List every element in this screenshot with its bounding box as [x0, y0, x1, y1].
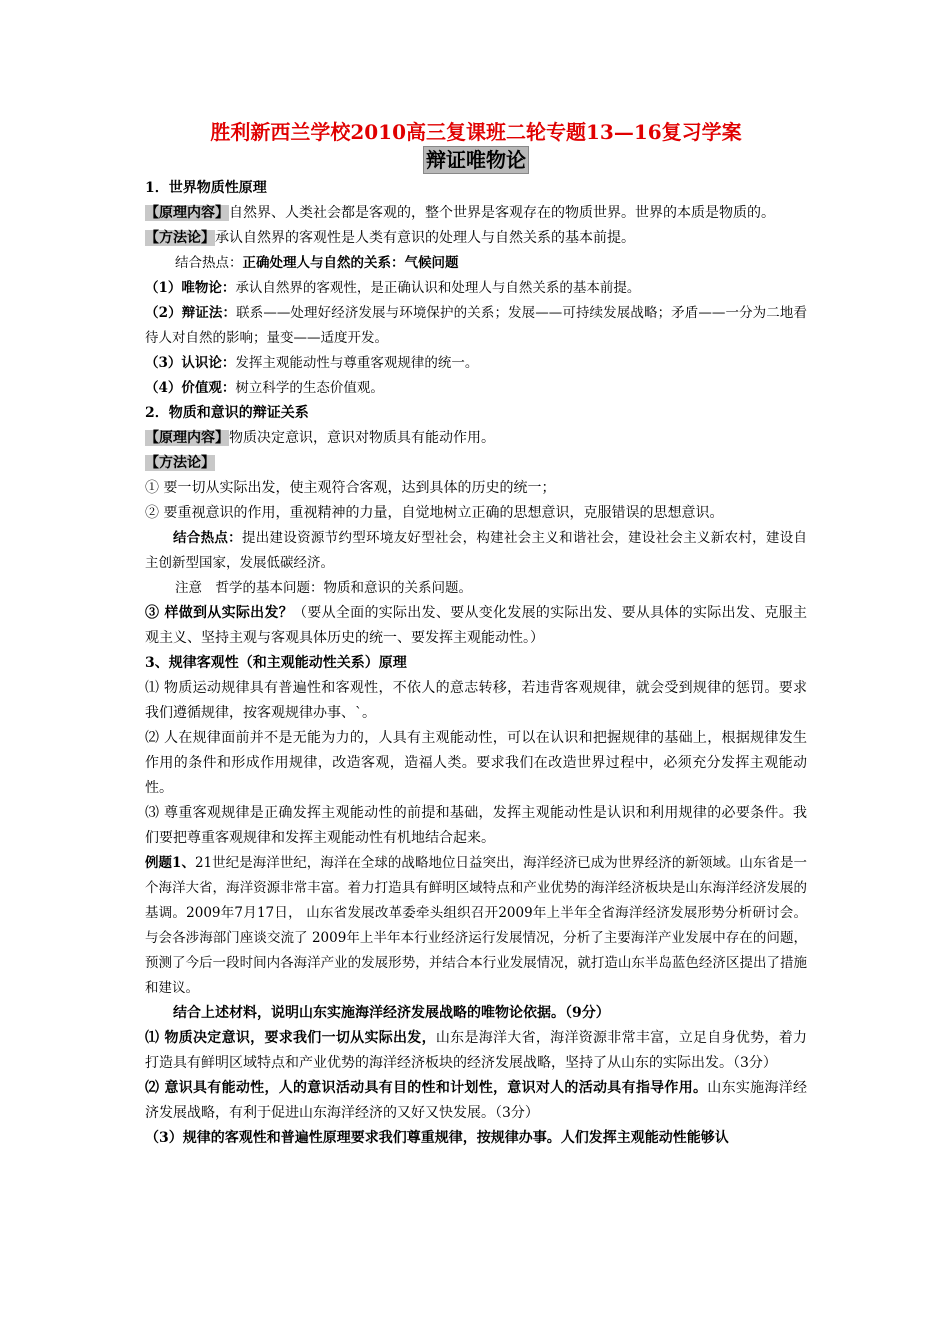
section-3-heading: 3、规律客观性（和主观能动性关系）原理: [145, 655, 407, 671]
s1-item-1: [145, 276, 807, 301]
s1-method-tag: 【方法论】: [145, 230, 215, 246]
s2-method: [145, 451, 807, 476]
answer-2: [145, 1076, 807, 1126]
answer-1-bold: ⑴ 物质决定意识，要求我们一切从实际出发，: [145, 1030, 436, 1046]
s1-item-3-text: 发挥主观能动性与尊重客观规律的统一。: [235, 355, 479, 371]
s2-question-label: ③ 样做到从实际出发？: [145, 605, 294, 621]
s1-item-4-text: 树立科学的生态价值观。: [235, 380, 384, 396]
s1-hotspot-text: 正确处理人与自然的关系：气候问题: [242, 255, 459, 271]
s2-principle: [145, 426, 807, 451]
s2-question: [145, 601, 807, 651]
s1-item-3: [145, 351, 807, 376]
s1-principle: [145, 201, 807, 226]
s2-hotspot-text: 提出建设资源节约型环境友好型社会，构建社会主义和谐社会，建设社会主义新农村，建设自主创新型国家，发展低碳经济。: [145, 530, 808, 571]
s1-principle-tag: 【原理内容】: [145, 205, 229, 221]
s1-item-4: [145, 376, 807, 401]
answer-3: （3）规律的客观性和普遍性原理要求我们尊重规律，按规律办事。人们发挥主观能动性能够认: [145, 1130, 729, 1146]
answer-1: [145, 1026, 807, 1076]
s1-principle-text: 自然界、人类社会都是客观的，整个世界是客观存在的物质世界。世界的本质是物质的。: [229, 205, 775, 221]
s1-hotspot: [145, 251, 807, 276]
s1-item-2-label: （2）辩证法：: [145, 305, 237, 321]
s3-para-1: ⑴ 物质运动规律具有普遍性和客观性，不依人的意志转移，若违背客观规律，就会受到规律的惩罚。要求我们遵循规律，按客观规律办事、`。: [145, 680, 807, 721]
subtitle-wrap: [145, 146, 807, 174]
example-1: [145, 851, 807, 1001]
answer-2-bold: ⑵ 意识具有能动性，人的意识活动具有目的性和计划性，意识对人的活动具有指导作用。: [145, 1080, 708, 1096]
s3-para-2: ⑵ 人在规律面前并不是无能为力的，人具有主观能动性，可以在认识和把握规律的基础上，根据规律发生作用的条件和形成作用规律，改造客观，造福人类。要求我们在改造世界过程中，必须充分发挥主观能动性。: [145, 730, 807, 796]
s3-para-3: ⑶ 尊重客观规律是正确发挥主观能动性的前提和基础，发挥主观能动性是认识和利用规律的必要条件。我们要把尊重客观规律和发挥主观能动性有机地结合起来。: [145, 805, 807, 846]
example-1-text: 21世纪是海洋世纪，海洋在全球的战略地位日益突出，海洋经济已成为世界经济的新领域。山东省是一个海洋大省，海洋资源非常丰富。着力打造具有鲜明区域特点和产业优势的海洋经济板块是山东海洋经济发展的基调。2009年7月17日， 山东省发展改革委牵头组织召开2009年上半年全省海洋经济发展形势分析研讨会。与会各涉海部门座谈交流了 2009年上半年本行业经济运行发展情况，分析了主要海洋产业发展中存在的问题，预测了今后一段时间内各海洋产业的发展形势，并结合本行业发展情况，就打造山东半岛蓝色经济区提出了措施和建议。: [145, 855, 807, 996]
s1-item-1-text: 承认自然界的客观性，是正确认识和处理人与自然关系的基本前提。: [235, 280, 641, 296]
s2-method-1: ① 要一切从实际出发，使主观符合客观，达到具体的历史的统一；: [145, 480, 556, 496]
s2-principle-tag: 【原理内容】: [145, 430, 229, 446]
section-2-heading: 2．物质和意识的辩证关系: [145, 405, 309, 421]
s2-principle-text: 物质决定意识，意识对物质具有能动作用。: [229, 430, 495, 446]
s2-note: 注意 哲学的基本问题：物质和意识的关系问题。: [175, 580, 472, 596]
s2-method-tag: 【方法论】: [145, 455, 215, 471]
example-1-label: 例题1、: [145, 855, 195, 871]
s1-item-2-text: 联系——处理好经济发展与环境保护的关系；发展——可持续发展战略；矛盾——一分为二地看待人对自然的影响；量变——适度开发。: [145, 305, 807, 346]
s1-item-2: [145, 301, 807, 351]
s2-hotspot: [145, 526, 807, 576]
s1-method: [145, 226, 807, 251]
s2-method-2: ② 要重视意识的作用，重视精神的力量，自觉地树立正确的思想意识，克服错误的思想意识。: [145, 505, 724, 521]
s1-item-4-label: （4）价值观：: [145, 380, 236, 396]
s2-hotspot-label: 结合热点：: [173, 530, 242, 546]
example-question: 结合上述材料，说明山东实施海洋经济发展战略的唯物论依据。（9分）: [173, 1005, 610, 1021]
section-1-heading: 1．世界物质性原理: [145, 180, 267, 196]
document-subtitle: 辩证唯物论: [423, 146, 529, 174]
s1-item-3-label: （3）认识论：: [145, 355, 236, 371]
s2-question-text: （要从全面的实际出发、要从变化发展的实际出发、要从具体的实际出发、克服主观主义、坚持主观与客观具体历史的统一、要发挥主观能动性。）: [145, 605, 807, 646]
s1-hotspot-label: 结合热点：: [175, 255, 243, 271]
s1-method-text: 承认自然界的客观性是人类有意识的处理人与自然关系的基本前提。: [215, 230, 635, 246]
document-title: 胜利新西兰学校2010高三复课班二轮专题13—16复习学案: [210, 120, 742, 144]
document-page: [145, 118, 807, 1151]
answer-1-text: 山东是海洋大省，海洋资源非常丰富，立足自身优势，着力打造具有鲜明区域特点和产业优势的海洋经济板块的经济发展战略，坚持了从山东的实际出发。（3分）: [145, 1030, 808, 1071]
answer-2-text: 山东实施海洋经济发展战略，有利于促进山东海洋经济的又好又快发展。（3分）: [145, 1080, 808, 1121]
s1-item-1-label: （1）唯物论：: [145, 280, 236, 296]
